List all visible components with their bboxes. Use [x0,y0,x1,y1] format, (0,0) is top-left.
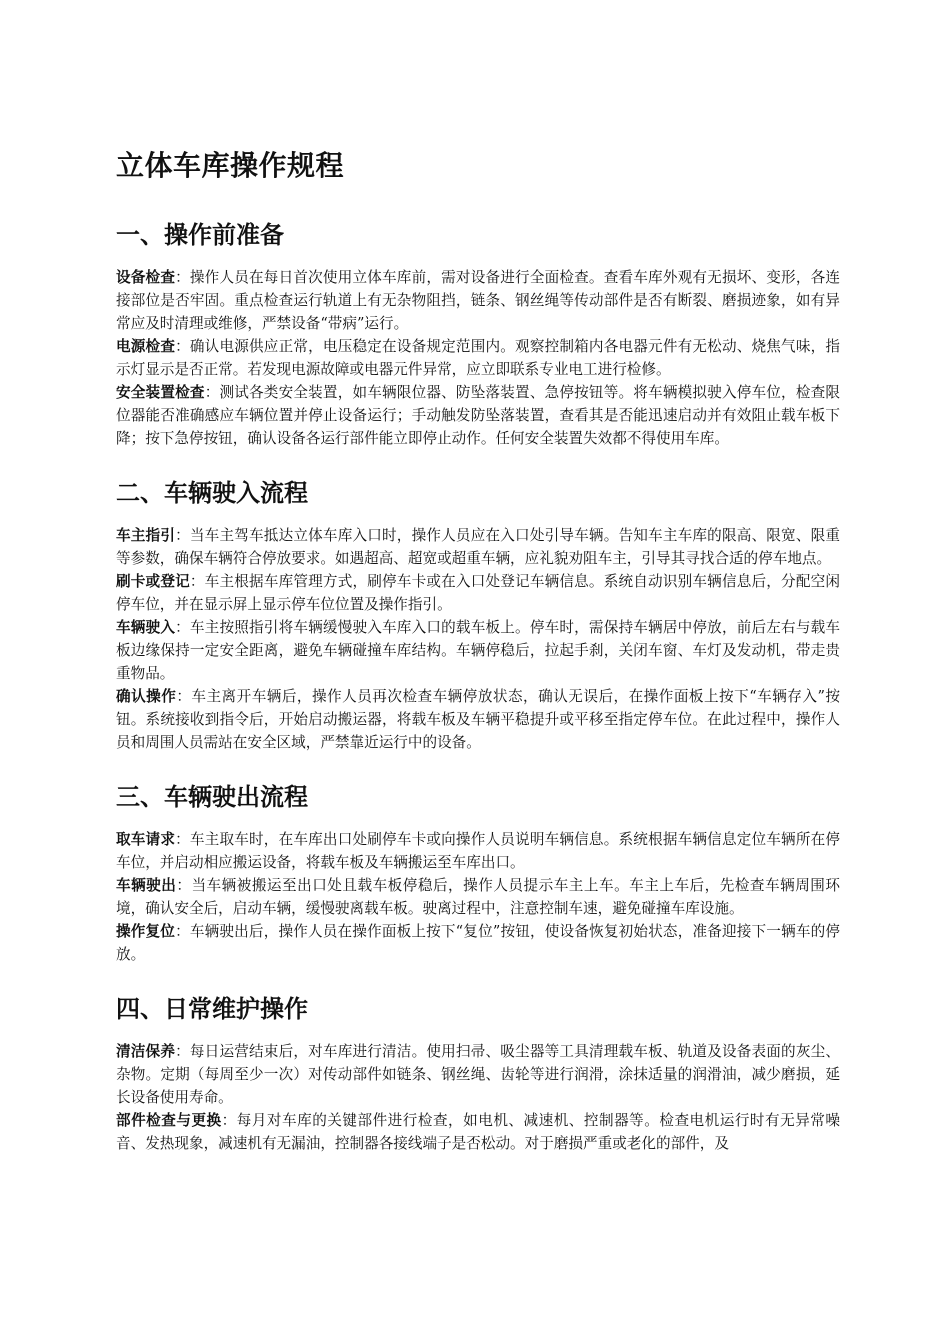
paragraph-term: 车辆驶出 [116,877,177,894]
paragraph-text: ：确认电源供应正常，电压稳定在设备规定范围内。观察控制箱内各电器元件有无松动、烧焦气味，指示灯显示是否正常。若发现电源故障或电器元件异常，应立即联系专业电工进行检修。 [116,338,840,378]
section-daily-maintenance [116,992,840,1155]
paragraph-text: ：车主按照指引将车辆缓慢驶入车库入口的载车板上。停车时，需保持车辆居中停放，前后左右与载车板边缘保持一定安全距离，避免车辆碰撞车库结构。车辆停稳后，拉起手刹，关闭车窗、车灯及发动机，带走贵重物品。 [116,619,840,682]
paragraph-text: ：车辆驶出后，操作人员在操作面板上按下“复位”按钮，使设备恢复初始状态，准备迎接下一辆车的停放。 [116,923,840,963]
paragraph-power-check [116,335,840,381]
document-title: 立体车库操作规程 [116,149,345,182]
paragraph-text: ：每月对车库的关键部件进行检查，如电机、减速机、控制器等。检查电机运行时有无异常噪音、发热现象，减速机有无漏油，控制器各接线端子是否松动。对于磨损严重或老化的部件，及 [116,1112,840,1152]
paragraph-text: ：车主根据车库管理方式，刷停车卡或在入口处登记车辆信息。系统自动识别车辆信息后，分配空闲停车位，并在显示屏上显示停车位位置及操作指引。 [116,573,840,613]
paragraph-cleaning [116,1040,840,1109]
paragraph-term: 清洁保养 [116,1043,176,1060]
paragraph-term: 刷卡或登记 [116,573,190,590]
paragraph-text: ：车主取车时，在车库出口处刷停车卡或向操作人员说明车辆信息。系统根据车辆信息定位车辆所在停车位，并启动相应搬运设备，将载车板及车辆搬运至车库出口。 [116,831,840,871]
section-vehicle-exit [116,780,840,966]
paragraph-vehicle-enter [116,616,840,685]
paragraph-text: ：当车主驾车抵达立体车库入口时，操作人员应在入口处引导车辆。告知车主车库的限高、限宽、限重等参数，确保车辆符合停放要求。如遇超高、超宽或超重车辆，应礼貌劝阻车主，引导其寻找合适的停车地点。 [116,527,840,567]
paragraph-card-registration [116,570,840,616]
paragraph-term: 部件检查与更换 [116,1112,222,1129]
paragraph-text: ：车主离开车辆后，操作人员再次检查车辆停放状态，确认无误后，在操作面板上按下“车辆存入”按钮。系统接收到指令后，开始启动搬运器，将载车板及车辆平稳提升或平移至指定停车位。在此过程中，操作人员和周围人员需站在安全区域，严禁靠近运行中的设备。 [116,688,840,751]
paragraph-term: 车辆驶入 [116,619,176,636]
paragraph-operation-reset [116,920,840,966]
section-vehicle-entry [116,476,840,754]
paragraph-term: 电源检查 [116,338,176,355]
paragraph-text: ：操作人员在每日首次使用立体车库前，需对设备进行全面检查。查看车库外观有无损坏、变形，各连接部位是否牢固。重点检查运行轨道上有无杂物阻挡，链条、钢丝绳等传动部件是否有断裂、磨损迹象，如有异常应及时清理或维修，严禁设备“带病”运行。 [116,269,840,332]
paragraph-term: 取车请求 [116,831,176,848]
paragraph-parts-inspection [116,1109,840,1155]
section-heading: 四、日常维护操作 [116,995,308,1023]
paragraph-term: 操作复位 [116,923,176,940]
section-heading: 三、车辆驶出流程 [116,783,308,811]
paragraph-safety-check [116,381,840,450]
paragraph-confirm-operation [116,685,840,754]
paragraph-text: ：当车辆被搬运至出口处且载车板停稳后，操作人员提示车主上车。车主上车后，先检查车辆周围环境，确认安全后，启动车辆，缓慢驶离载车板。驶离过程中，注意控制车速，避免碰撞车库设施。 [116,877,840,917]
section-heading: 一、操作前准备 [116,221,284,249]
paragraph-driver-guidance [116,524,840,570]
paragraph-text: ：测试各类安全装置，如车辆限位器、防坠落装置、急停按钮等。将车辆模拟驶入停车位，检查限位器能否准确感应车辆位置并停止设备运行；手动触发防坠落装置，查看其是否能迅速启动并有效阻止载车板下降；按下急停按钮，确认设备各运行部件能立即停止动作。任何安全装置失效都不得使用车库。 [116,384,840,447]
paragraph-vehicle-leave [116,874,840,920]
paragraph-term: 安全装置检查 [116,384,205,401]
paragraph-pickup-request [116,828,840,874]
paragraph-term: 确认操作 [116,688,177,705]
paragraph-term: 设备检查 [116,269,176,286]
section-pre-operation [116,218,840,450]
paragraph-text: ：每日运营结束后，对车库进行清洁。使用扫帚、吸尘器等工具清理载车板、轨道及设备表面的灰尘、杂物。定期（每周至少一次）对传动部件如链条、钢丝绳、齿轮等进行润滑，涂抹适量的润滑油，减少磨损，延长设备使用寿命。 [116,1043,840,1106]
paragraph-term: 车主指引 [116,527,176,544]
section-heading: 二、车辆驶入流程 [116,479,308,507]
paragraph-equipment-check [116,266,840,335]
document-page [116,146,840,1181]
